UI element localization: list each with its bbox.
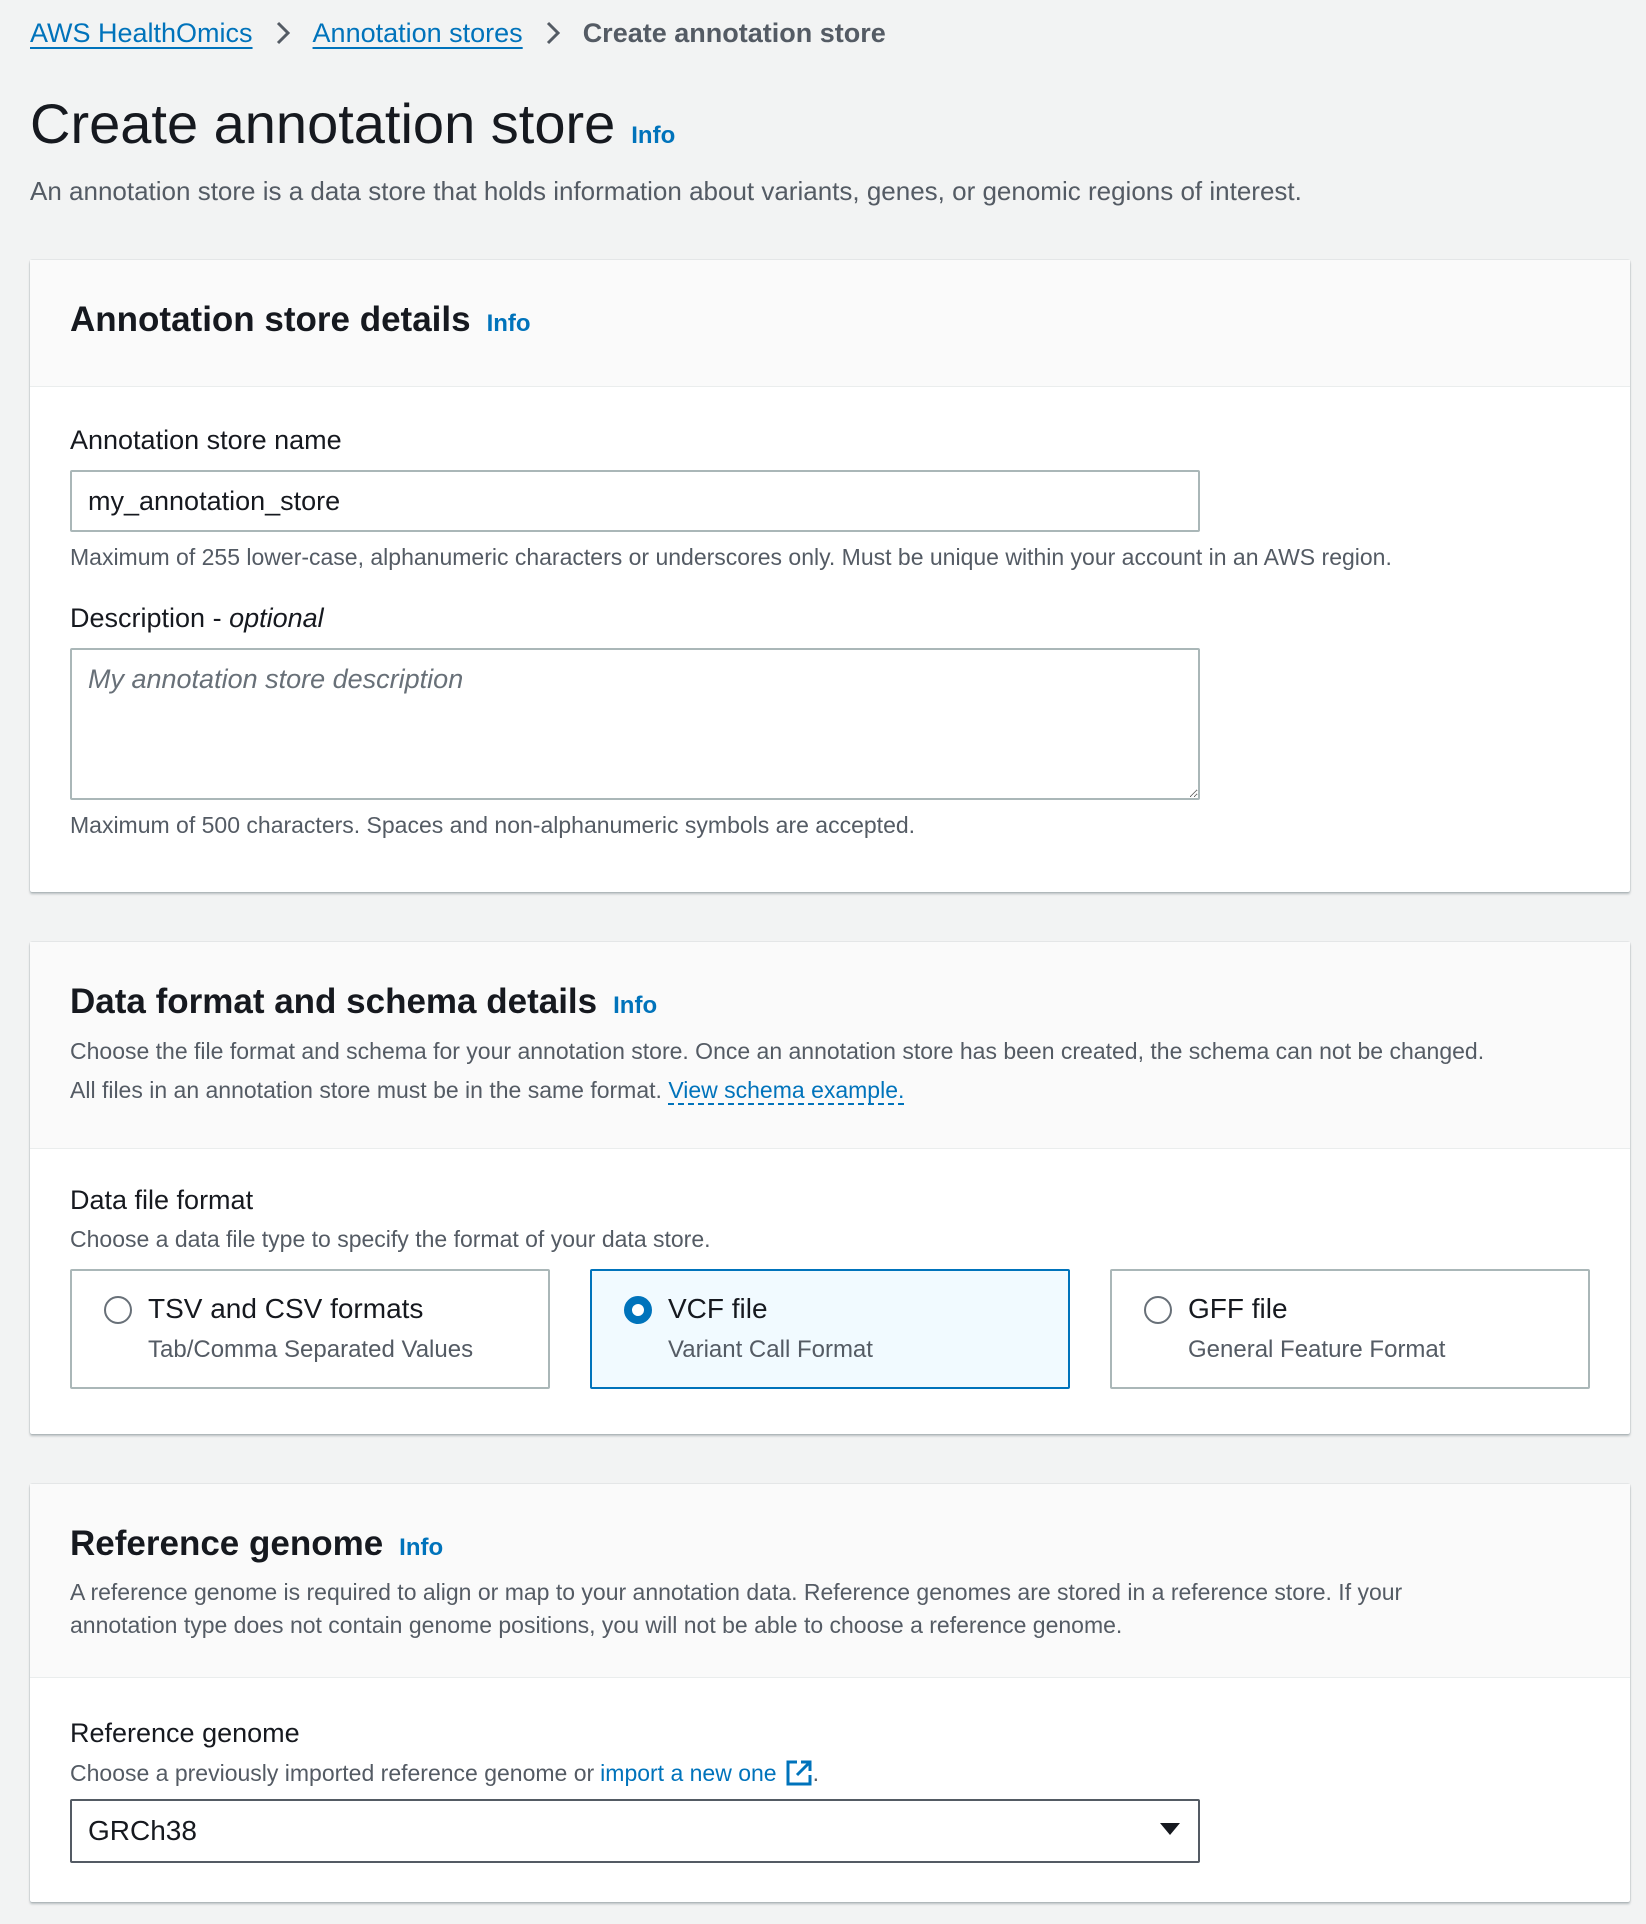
description-textarea[interactable] <box>70 648 1200 800</box>
view-schema-example-link[interactable]: View schema example. <box>668 1077 905 1103</box>
panel-title: Reference genome <box>70 1524 384 1563</box>
name-field-label: Annotation store name <box>70 425 342 455</box>
reference-genome-select[interactable] <box>70 1799 1200 1863</box>
external-link-icon[interactable] <box>785 1759 813 1787</box>
panel-body <box>30 425 1630 839</box>
page-info-link[interactable]: Info <box>631 122 676 149</box>
description-label-text: Description <box>70 603 206 633</box>
import-new-reference-link[interactable]: import a new one <box>600 1759 777 1786</box>
reference-description-line-1: A reference genome is required to align or map to your annotation data. Reference genomes are stored in a reference store. If your <box>70 1579 1403 1605</box>
file-format-label: Data file format <box>70 1185 254 1215</box>
breadcrumb <box>30 0 1630 66</box>
file-format-tiles <box>70 1269 1590 1389</box>
data-format-panel <box>30 942 1630 1434</box>
panel-header <box>30 1484 1630 1678</box>
hint-prefix: Choose a previously imported reference genome or <box>70 1759 595 1786</box>
format-description-line-1: Choose the file format and schema for your annotation store. Once an annotation store has been created, the schema can not be changed. <box>70 1038 1485 1064</box>
annotation-store-name-input[interactable] <box>70 470 1200 532</box>
panel-title-row <box>70 982 1590 1022</box>
page <box>30 0 1630 207</box>
name-field-hint: Maximum of 255 lower-case, alphanumeric characters or underscores only. Must be unique within your account in an AWS region. <box>70 544 1392 570</box>
file-format-hint: Choose a data file type to specify the format of your data store. <box>70 1226 711 1252</box>
panel-body <box>30 1718 1630 1863</box>
panel-header <box>30 942 1630 1149</box>
details-info-link[interactable]: Info <box>486 310 531 337</box>
panel-title: Data format and schema details <box>70 982 598 1021</box>
reference-genome-label: Reference genome <box>70 1718 300 1748</box>
annotation-store-details-panel <box>30 260 1630 892</box>
breadcrumb-current: Create annotation store <box>582 17 886 48</box>
radio-button[interactable] <box>1144 1296 1172 1324</box>
tile-label: TSV and CSV formats <box>148 1293 424 1324</box>
panel-title-row <box>70 1524 1590 1564</box>
tile-vcf[interactable] <box>590 1269 1070 1389</box>
breadcrumb-link-annotation-stores[interactable]: Annotation stores <box>312 17 523 48</box>
hint-suffix: . <box>812 1759 819 1786</box>
description-field-hint: Maximum of 500 characters. Spaces and non-alphanumeric symbols are accepted. <box>70 812 916 838</box>
page-title: Create annotation store <box>30 92 616 155</box>
radio-button-selected[interactable] <box>624 1296 652 1324</box>
panel-title: Annotation store details <box>70 300 471 339</box>
panel-header <box>30 260 1630 387</box>
breadcrumb-link-healthomics[interactable]: AWS HealthOmics <box>30 17 253 48</box>
tile-gff[interactable] <box>1110 1269 1590 1389</box>
tile-description: Tab/Comma Separated Values <box>148 1336 474 1363</box>
page-description: An annotation store is a data store that holds information about variants, genes, or genomic regions of interest. <box>30 176 1302 206</box>
optional-label: optional <box>229 603 324 633</box>
reference-genome-hint <box>70 1759 1590 1787</box>
chevron-right-icon <box>545 20 561 46</box>
tile-label: VCF file <box>668 1293 768 1324</box>
caret-down-icon <box>1158 1821 1182 1842</box>
chevron-right-icon <box>275 20 291 46</box>
tile-label: GFF file <box>1188 1293 1288 1324</box>
panel-body <box>30 1185 1630 1389</box>
description-field-label: Description - optional <box>70 603 324 633</box>
selected-value: GRCh38 <box>88 1815 197 1846</box>
format-description-text: All files in an annotation store must be in the same format. <box>70 1077 662 1103</box>
panel-description <box>70 1032 1590 1110</box>
panel-title-row <box>70 300 1590 340</box>
tile-description: Variant Call Format <box>668 1336 873 1363</box>
tile-tsv-csv[interactable] <box>70 1269 550 1389</box>
radio-button[interactable] <box>104 1296 132 1324</box>
reference-description-line-2: annotation type does not contain genome positions, you will not be able to choose a reference genome. <box>70 1612 1123 1638</box>
tile-description: General Feature Format <box>1188 1336 1446 1363</box>
reference-genome-panel <box>30 1484 1630 1902</box>
format-info-link[interactable]: Info <box>613 992 658 1019</box>
panel-description <box>70 1576 1590 1642</box>
format-description-line-2 <box>70 1071 1590 1110</box>
page-header <box>30 92 1630 155</box>
reference-info-link[interactable]: Info <box>399 1534 444 1561</box>
